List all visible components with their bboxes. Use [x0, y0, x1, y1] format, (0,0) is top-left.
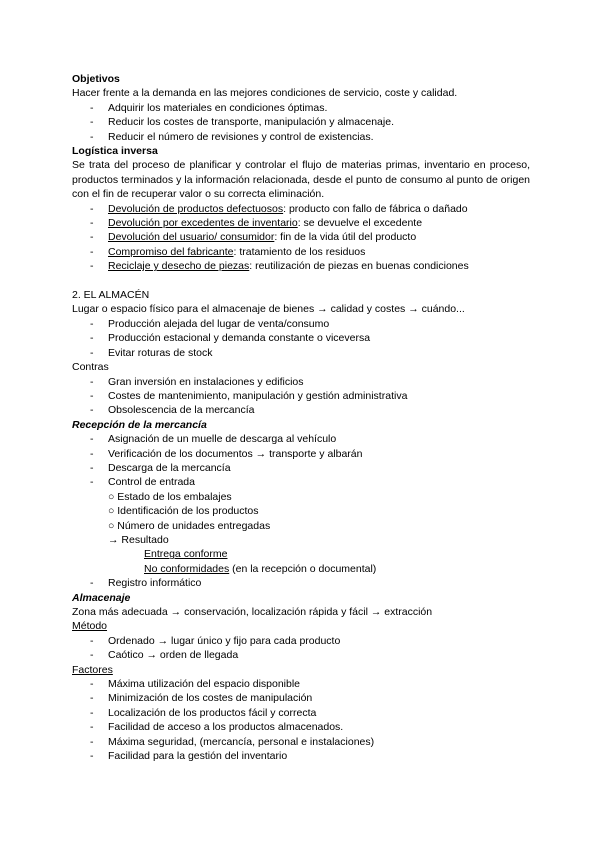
term: Devolución de productos defectuosos [108, 202, 284, 215]
list-item: - Descarga de la mercancía [72, 461, 530, 475]
list-item: - Localización de los productos fácil y correcta [72, 706, 530, 720]
logistica-paragraph: Se trata del proceso de planificar y controlar el flujo de materias primas, inventario en proceso, productos terminados y la información relacionada, desde el punto de consumo al punto de origen con el fin de recuperar valor o su correcta eliminación. [72, 159, 530, 201]
list-item: - Asignación de un muelle de descarga al vehículo [72, 432, 530, 446]
term-desc: : se devuelve el excedente [297, 217, 423, 230]
term-desc: : tratamiento de los residuos [233, 245, 366, 258]
list-item: - Control de entrada [72, 475, 530, 489]
logistica-heading: Logística inversa [72, 145, 158, 158]
list-item [72, 245, 530, 259]
term-desc: : producto con fallo de fábrica o dañado [283, 202, 468, 215]
list-item: - Costes de mantenimiento, manipulación y gestión administrativa [72, 389, 530, 403]
metodo-label: Método [72, 620, 108, 633]
almacenaje-intro: Zona más adecuada → conservación, localización rápida y fácil → extracción [72, 606, 433, 619]
list-item: - Minimización de los costes de manipulación [72, 691, 530, 705]
term-desc: : fin de la vida útil del producto [274, 231, 417, 244]
list-item: - Gran inversión en instalaciones y edificios [72, 375, 530, 389]
list-item: - Evitar roturas de stock [72, 346, 530, 360]
list-item: - Registro informático [72, 576, 530, 590]
term: Reciclaje y desecho de piezas [108, 260, 250, 273]
sub-item: ○ Estado de los embalajes [108, 490, 232, 503]
list-item: - Obsolescencia de la mercancía [72, 403, 530, 417]
resultado-item [72, 547, 530, 561]
list-item: - Verificación de los documentos → transporte y albarán [72, 447, 530, 461]
spacer [72, 274, 530, 288]
list-item: - Facilidad para la gestión del inventario [72, 749, 530, 763]
sub-item: ○ Identificación de los productos [108, 505, 259, 518]
term: No conformidades [144, 562, 230, 575]
list-item [72, 259, 530, 273]
recepcion-heading: Recepción de la mercancía [72, 418, 207, 431]
list-item: - Máxima seguridad, (mercancía, personal e instalaciones) [72, 735, 530, 749]
list-item: - Producción alejada del lugar de venta/consumo [72, 317, 530, 331]
list-item: - Caótico → orden de llegada [72, 648, 530, 662]
term: Devolución por excedentes de inventario [108, 217, 298, 230]
list-item [72, 216, 530, 230]
list-item [72, 202, 530, 216]
list-item: - Facilidad de acceso a los productos almacenados. [72, 720, 530, 734]
resultado-item [72, 562, 530, 576]
sub-item: ○ Número de unidades entregadas [108, 519, 271, 532]
term: Compromiso del fabricante [108, 245, 234, 258]
list-item: - Reducir los costes de transporte, manipulación y almacenaje. [72, 115, 530, 129]
term-desc: (en la recepción o documental) [229, 562, 377, 575]
list-item [72, 230, 530, 244]
factores-label: Factores [72, 663, 113, 676]
almacenaje-heading: Almacenaje [72, 591, 131, 604]
term-desc: : reutilización de piezas en buenas condiciones [249, 260, 469, 273]
sub-item: → Resultado [108, 533, 169, 546]
objetivos-intro: Hacer frente a la demanda en las mejores condiciones de servicio, coste y calidad. [72, 87, 458, 100]
list-item: - Producción estacional y demanda constante o viceversa [72, 331, 530, 345]
list-item: - Adquirir los materiales en condiciones óptimas. [72, 101, 530, 115]
almacen-heading: 2. EL ALMACÉN [72, 289, 150, 302]
list-item: - Máxima utilización del espacio disponible [72, 677, 530, 691]
term: Entrega conforme [144, 548, 228, 561]
document-page [72, 72, 530, 763]
contras-label: Contras [72, 361, 109, 374]
objetivos-heading: Objetivos [72, 73, 120, 85]
almacen-intro: Lugar o espacio físico para el almacenaje de bienes → calidad y costes → cuándo... [72, 303, 465, 316]
term: Devolución del usuario/ consumidor [108, 231, 275, 244]
list-item: - Reducir el número de revisiones y control de existencias. [72, 130, 530, 144]
list-item: - Ordenado → lugar único y fijo para cada producto [72, 634, 530, 648]
